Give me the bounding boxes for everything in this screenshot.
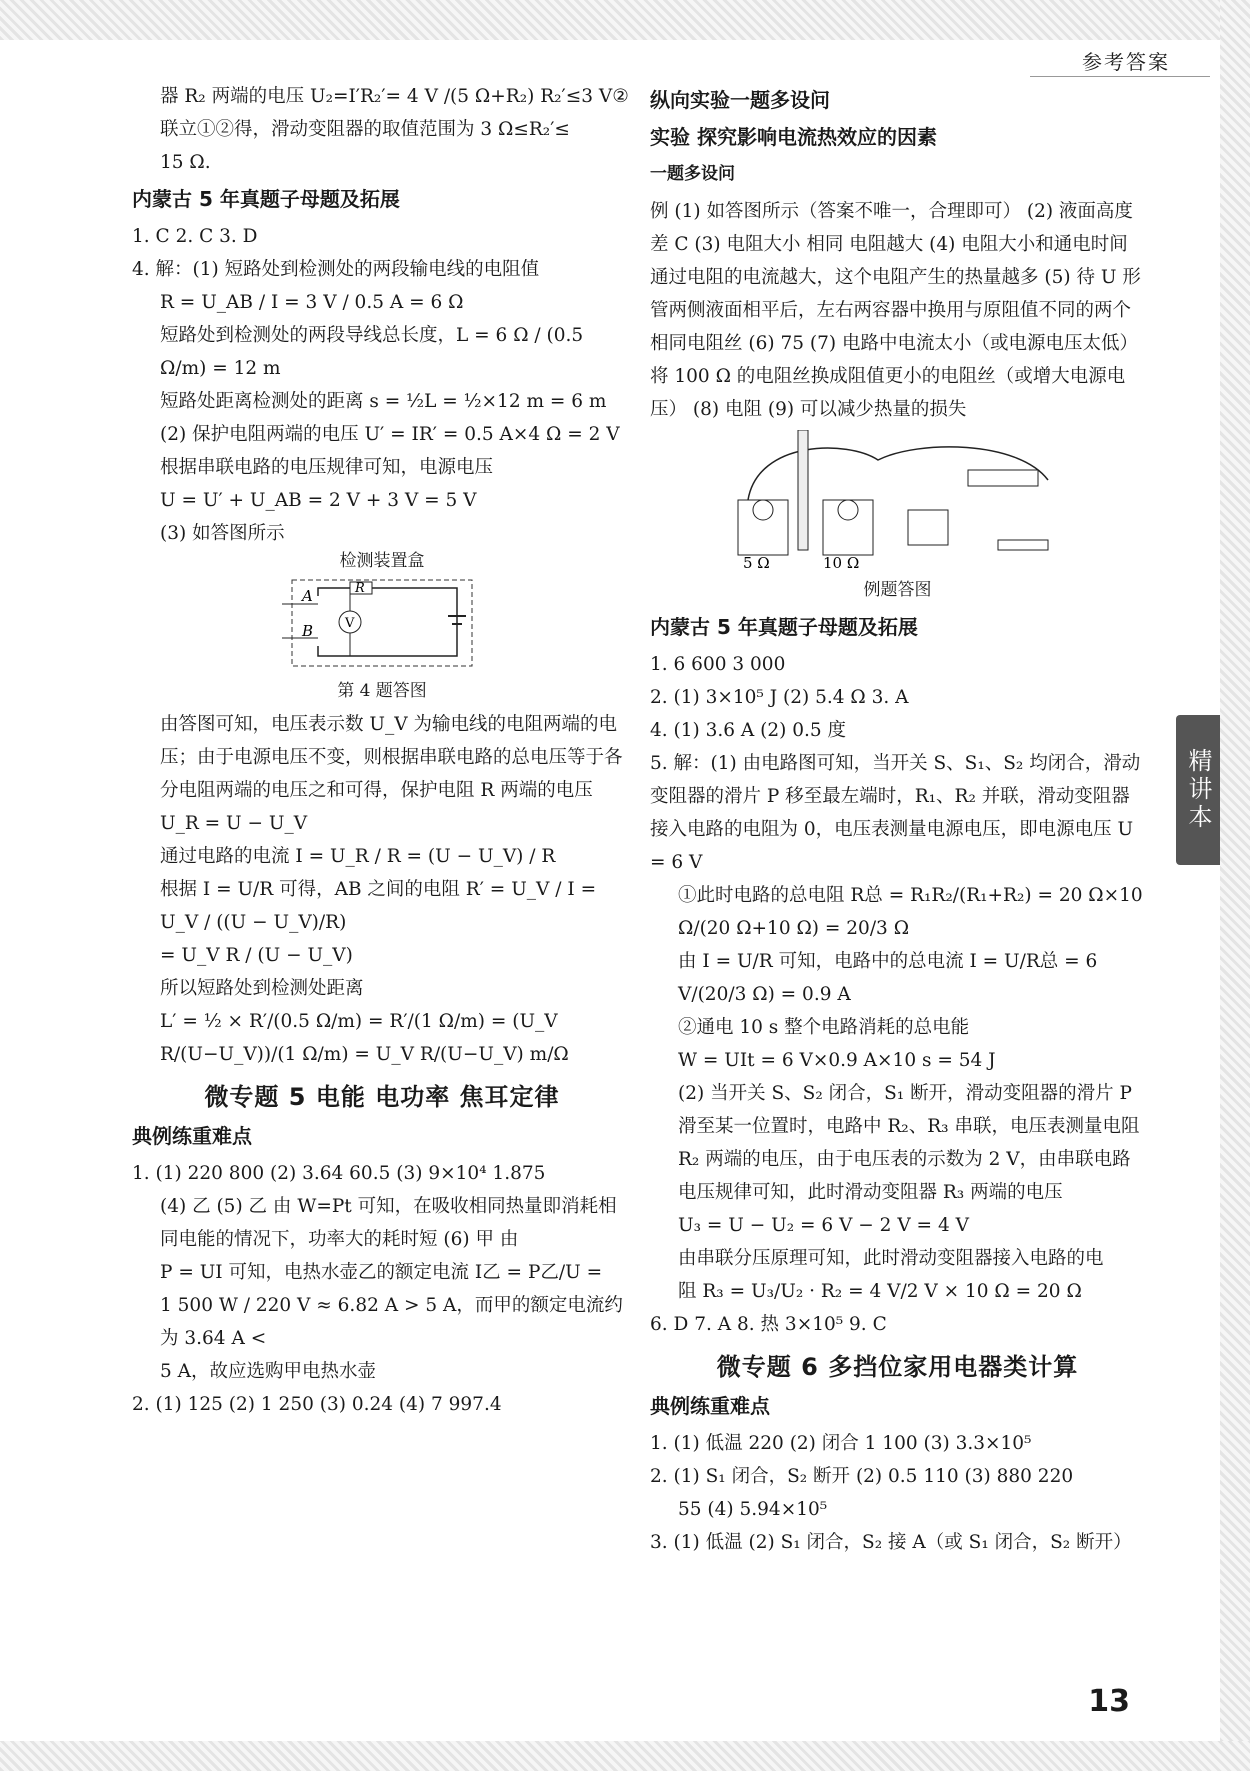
answer-line: P = UI 可知，电热水壶乙的额定电流 I乙 = P乙/U = [160, 1262, 603, 1283]
formula-line: 通过电路的电流 I = U_R / R = (U − U_V) / R [160, 846, 556, 867]
container-left [738, 500, 788, 555]
subsection-heading: 典例练重难点 [650, 1394, 770, 1418]
answer-line: 2. (1) 125 (2) 1 250 (3) 0.24 (4) 7 997.4 [132, 1394, 502, 1415]
topic-heading: 微专题 5 电能 电功率 焦耳定律 [204, 1083, 560, 1111]
answer-line: 1. 6 600 3 000 [650, 654, 786, 675]
page-number: 13 [1088, 1684, 1130, 1719]
answer-line: (4) 乙 (5) 乙 由 W=Pt 可知，在吸收相同热量即消耗相同电能的情况下，功率大的耗时短 (6) 甲 由 [160, 1196, 617, 1250]
header-label: 参考答案 [1082, 50, 1170, 74]
experiment-heading: 实验 探究影响电流热效应的因素 [650, 125, 937, 149]
label-5ohm: 5 Ω [742, 554, 770, 570]
formula-line: L′ = ½ × R′/(0.5 Ω/m) = R′/(1 Ω/m) = (U_V R/(U−U_V))/(1 Ω/m) = U_V R/(U−U_V) m/Ω [160, 1011, 569, 1065]
text-line: ②通电 10 s 整个电路消耗的总电能 [678, 1017, 970, 1038]
text-line: (3) 如答图所示 [160, 523, 285, 544]
detector-box [292, 580, 472, 666]
page-border-top [0, 0, 1250, 40]
text-line: 所以短路处到检测处距离 [160, 978, 364, 999]
formula-line: 短路处到检测处的两段导线总长度，L = 6 Ω / (0.5 Ω/m) = 12 m [160, 325, 584, 379]
header-rule [1030, 76, 1210, 77]
figure-caption: 例题答图 [863, 580, 932, 600]
text-line: 联立①②得，滑动变阻器的取值范围为 3 Ω≤R₂′≤ [160, 119, 570, 140]
page-border-bottom [0, 1741, 1250, 1771]
answer-line: 5 A，故应选购甲电热水壶 [160, 1361, 377, 1382]
figure-title: 检测装置盒 [339, 551, 425, 571]
formula-line: U₃ = U − U₂ = 6 V − 2 V = 4 V [678, 1215, 969, 1236]
label-R: R [355, 581, 365, 596]
section-heading: 内蒙古 5 年真题子母题及拓展 [650, 615, 918, 639]
switch [998, 540, 1048, 550]
formula-line: = U_V R / (U − U_V) [160, 945, 353, 966]
right-column [650, 80, 1145, 1559]
formula-line: W = UIt = 6 V×0.9 A×10 s = 54 J [678, 1050, 996, 1071]
answer-line: 55 (4) 5.94×10⁵ [678, 1499, 828, 1520]
section-heading: 纵向实验一题多设问 [650, 88, 830, 112]
figure-caption: 第 4 题答图 [337, 681, 427, 701]
subsection-heading: 典例练重难点 [132, 1124, 252, 1148]
formula-line: (2) 保护电阻两端的电压 U′ = IR′ = 0.5 A×4 Ω = 2 V [160, 424, 620, 445]
text-line: 根据串联电路的电压规律可知，电源电压 [160, 457, 494, 478]
u-tube [798, 430, 808, 550]
label-A: A [302, 587, 313, 605]
left-column [132, 80, 632, 1421]
answer-line: 1. C 2. C 3. D [132, 226, 258, 247]
paragraph: (2) 当开关 S、S₂ 闭合，S₁ 断开，滑动变阻器的滑片 P 滑至某一位置时，电路中 R₂、R₃ 串联，电压表测量电阻 R₂ 两端的电压，由于电压表的示数为 2 V，由串联电路电压规律可知，此时滑动变阻器 R₃ 两端的电压 [678, 1083, 1140, 1203]
label-B: B [302, 622, 314, 640]
answer-line: 2. (1) S₁ 闭合，S₂ 断开 (2) 0.5 110 (3) 880 220 [650, 1466, 1074, 1487]
rheostat [968, 470, 1038, 486]
example-answer: 例 (1) 如答图所示（答案不唯一，合理即可） (2) 液面高度差 C (3) 电阻大小 相同 电阻越大 (4) 电阻大小和通电时间 通过电阻的电流越大，这个电阻产生的热量越多 (5) 待 U 形管两侧液面相平后，左右两容器中换用与原阻值不同的两个相同电阻丝 (6) 75 (7) 电路中电流太小（或电源电压太低） 将 100 Ω 的电阻丝换成阻值更小的电阻丝（或增大电源电压） (8) 电阻 (9) 可以减少热量的损失 [650, 201, 1141, 420]
answer-line: 5. 解：(1) 由电路图可知，当开关 S、S₁、S₂ 均闭合，滑动变阻器的滑片 P 移至最左端时，R₁、R₂ 并联，滑动变阻器接入电路的电阻为 0，电压表测量电源电压，即电源电压 U = 6 V [650, 753, 1141, 873]
battery [908, 510, 948, 545]
section-heading: 内蒙古 5 年真题子母题及拓展 [132, 187, 400, 211]
answer-line: 1 500 W / 220 V ≈ 6.82 A > 5 A，而甲的额定电流约为 3.64 A < [160, 1295, 623, 1349]
label-V: V [345, 616, 355, 631]
page-border-right [1220, 0, 1250, 1771]
circuit-diagram-1 [272, 576, 492, 671]
subsection-heading: 一题多设问 [650, 164, 735, 184]
text-line: 器 R₂ 两端的电压 U₂=I′R₂′= 4 V /(5 Ω+R₂) R₂′≤3 V② [160, 86, 629, 107]
label-10ohm: 10 Ω [822, 554, 859, 570]
experiment-diagram [718, 430, 1078, 570]
paragraph: 由答图可知，电压表示数 U_V 为输电线的电阻两端的电压；由于电源电压不变，则根据串联电路的总电压等于各分电阻两端的电压之和可得，保护电阻 R 两端的电压 U_R = U − U_V [160, 714, 623, 834]
answer-line: 6. D 7. A 8. 热 3×10⁵ 9. C [650, 1314, 887, 1335]
text-line: 由串联分压原理可知，此时滑动变阻器接入电路的电 [678, 1248, 1104, 1269]
formula-line: 短路处距离检测处的距离 s = ½L = ½×12 m = 6 m [160, 391, 607, 412]
answer-line: 4. (1) 3.6 A (2) 0.5 度 [650, 720, 847, 741]
formula-line: ①此时电路的总电阻 R总 = R₁R₂/(R₁+R₂) = 20 Ω×10 Ω/(20 Ω+10 Ω) = 20/3 Ω [678, 885, 1143, 939]
text-line: 15 Ω. [160, 152, 211, 173]
answer-line: 3. (1) 低温 (2) S₁ 闭合，S₂ 接 A（或 S₁ 闭合，S₂ 断开） [650, 1532, 1132, 1553]
formula-line: R = U_AB / I = 3 V / 0.5 A = 6 Ω [160, 292, 464, 313]
answer-line: 4. 解：(1) 短路处到检测处的两段输电线的电阻值 [132, 259, 540, 280]
side-tab: 精讲本 [1176, 715, 1220, 865]
answer-line: 1. (1) 220 800 (2) 3.64 60.5 (3) 9×10⁴ 1.875 [132, 1163, 546, 1184]
container-right [823, 500, 873, 555]
formula-line: 根据 I = U/R 可得，AB 之间的电阻 R′ = U_V / I = U_V / ((U − U_V)/R) [160, 879, 597, 933]
answer-line: 1. (1) 低温 220 (2) 闭合 1 100 (3) 3.3×10⁵ [650, 1433, 1032, 1454]
formula-line: U = U′ + U_AB = 2 V + 3 V = 5 V [160, 490, 477, 511]
formula-line: 阻 R₃ = U₃/U₂ · R₂ = 4 V/2 V × 10 Ω = 20 Ω [678, 1281, 1082, 1302]
answer-line: 2. (1) 3×10⁵ J (2) 5.4 Ω 3. A [650, 687, 909, 708]
formula-line: 由 I = U/R 可知，电路中的总电流 I = U/R总 = 6 V/(20/3 Ω) = 0.9 A [678, 951, 1098, 1005]
topic-heading: 微专题 6 多挡位家用电器类计算 [716, 1353, 1079, 1381]
